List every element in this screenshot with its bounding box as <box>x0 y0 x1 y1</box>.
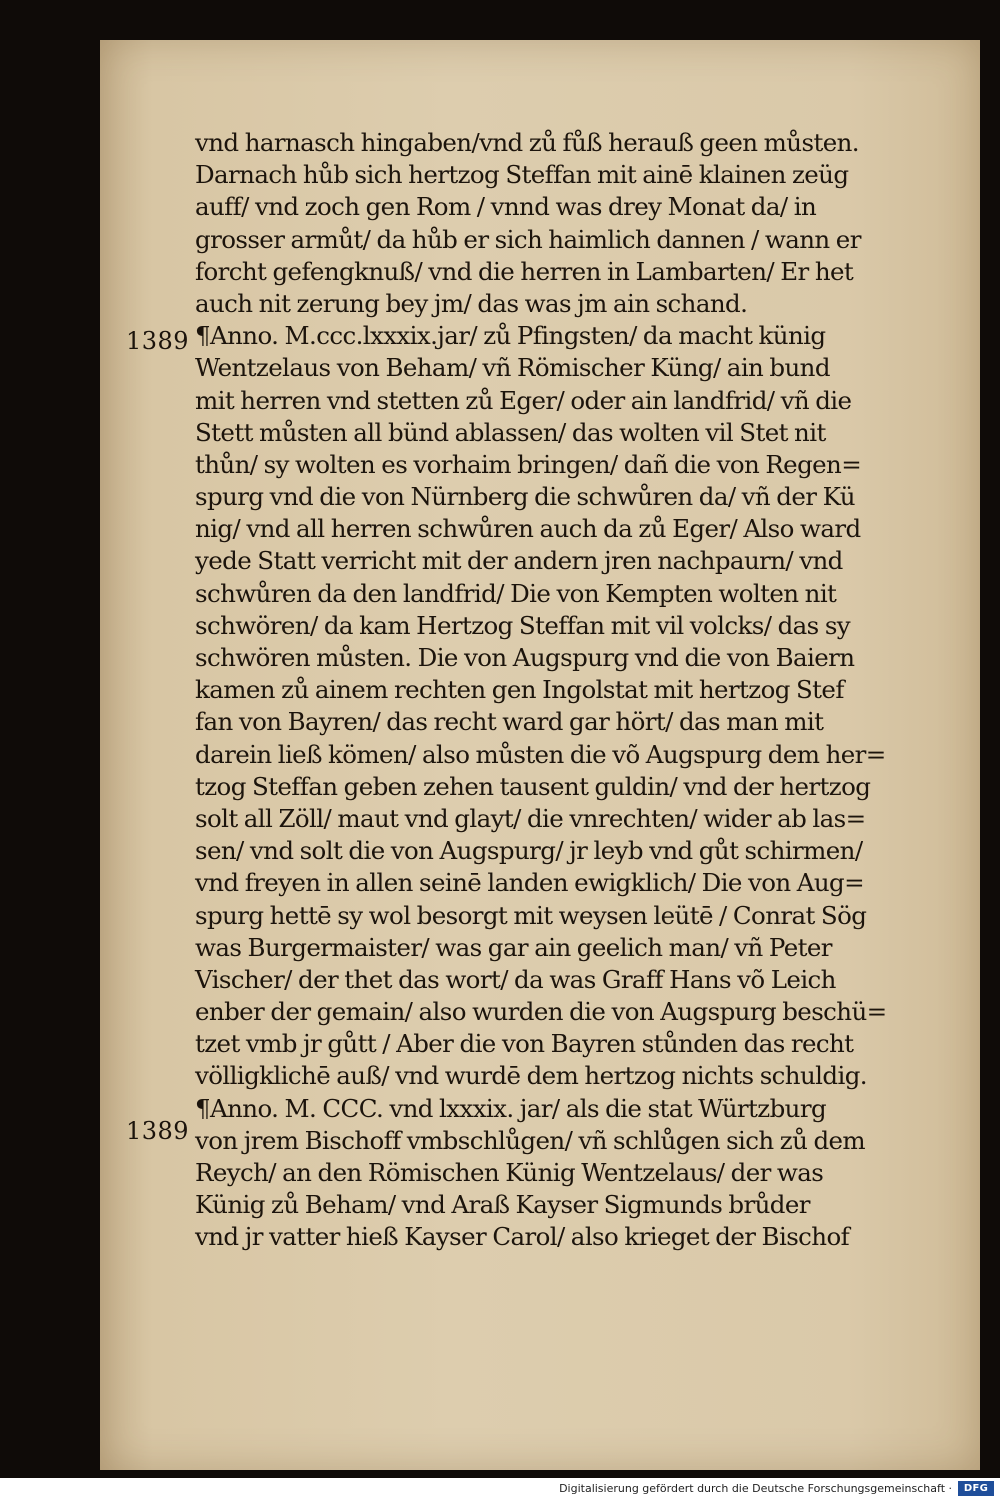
text-line: spurg hettē sy wol besorgt mit weysen leütē / Conrat Sög <box>195 900 867 930</box>
margin-year-1389-first: 1389 <box>126 327 190 355</box>
dfg-logo: DFG <box>958 1481 994 1496</box>
text-line: solt all Zöll/ maut vnd glayt/ die vnrechten/ wider ab las= <box>195 803 866 833</box>
text-line: Reych/ an den Römischen Künig Wentzelaus/ der was <box>195 1158 824 1187</box>
text-line: auff/ vnd zoch gen Rom / vnnd was drey Monat da/ in <box>195 192 817 222</box>
text-line: spurg vnd die von Nürnberg die schwůren da/ vñ der Kü <box>195 482 855 512</box>
text-line: von jrem Bischoff vmbschlůgen/ vñ schlůgen sich zů dem <box>195 1125 866 1155</box>
text-line: schwůren da den landfrid/ Die von Kempten wolten nit <box>195 578 837 608</box>
text-line: Künig zů Beham/ vnd Araß Kayser Sigmunds brůder <box>195 1190 810 1220</box>
text-line: Wentzelaus von Beham/ vñ Römischer Küng/ ain bund <box>195 353 830 383</box>
text-line: Vischer/ der thet das wort/ da was Graff Hans võ Leich <box>195 964 836 994</box>
text-line: forcht gefengknuß/ vnd die herren in Lambarten/ Er het <box>195 256 854 286</box>
text-line: vnd harnasch hingaben/vnd zů fůß herauß geen můsten. <box>195 128 859 157</box>
text-line: sen/ vnd solt die von Augspurg/ jr leyb vnd gůt schirmen/ <box>195 836 863 866</box>
footer-credit: Digitalisierung gefördert durch die Deutsche Forschungsgemeinschaft · <box>559 1482 952 1495</box>
text-line: tzet vmb jr gůtt / Aber die von Bayren stůnden das recht <box>195 1029 854 1059</box>
text-line: darein ließ kömen/ also můsten die võ Augspurg dem her= <box>195 739 886 769</box>
text-line: kamen zů ainem rechten gen Ingolstat mit hertzog Stef <box>195 675 844 705</box>
text-line: schwören můsten. Die von Augspurg vnd die von Baiern <box>195 643 855 672</box>
text-line: schwören/ da kam Hertzog Steffan mit vil volcks/ das sy <box>195 610 851 640</box>
text-line: fan von Bayren/ das recht ward gar hört/ das man mit <box>195 707 824 737</box>
text-line: auch nit zerung bey jm/ das was jm ain schand. <box>195 288 748 318</box>
text-line: tzog Steffan geben zehen tausent guldin/ vnd der hertzog <box>195 771 871 801</box>
text-line: mit herren vnd stetten zů Eger/ oder ain landfrid/ vñ die <box>195 385 852 415</box>
margin-year-1389-second: 1389 <box>126 1117 190 1145</box>
text-line: ¶Anno. M. CCC. vnd lxxxix. jar/ als die stat Würtzburg <box>195 1093 827 1123</box>
text-line: yede Statt verricht mit der andern jren nachpaurn/ vnd <box>195 546 843 576</box>
text-line: völligklichē auß/ vnd wurdē dem hertzog nichts schuldig. <box>195 1061 867 1091</box>
text-line: thůn/ sy wolten es vorhaim bringen/ dañ die von Regen= <box>195 449 862 479</box>
page-text-block <box>195 127 940 1254</box>
text-line: enber der gemain/ also wurden die von Augspurg beschü= <box>195 997 887 1027</box>
text-line: was Burgermaister/ was gar ain geelich man/ vñ Peter <box>195 932 832 962</box>
text-line: vnd freyen in allen seinē landen ewigklich/ Die von Aug= <box>195 868 865 898</box>
text-line: Darnach hůb sich hertzog Steffan mit ainē klainen zeüg <box>195 160 849 190</box>
text-line: vnd jr vatter hieß Kayser Carol/ also krieget der Bischof <box>195 1222 850 1252</box>
text-line: nig/ vnd all herren schwůren auch da zů Eger/ Also ward <box>195 514 861 544</box>
text-line: grosser armůt/ da hůb er sich haimlich dannen / wann er <box>195 224 861 254</box>
text-line: Stett můsten all bünd ablassen/ das wolten vil Stet nit <box>195 417 826 447</box>
text-line: ¶Anno. M.ccc.lxxxix.jar/ zů Pfingsten/ da macht künig <box>195 321 826 351</box>
